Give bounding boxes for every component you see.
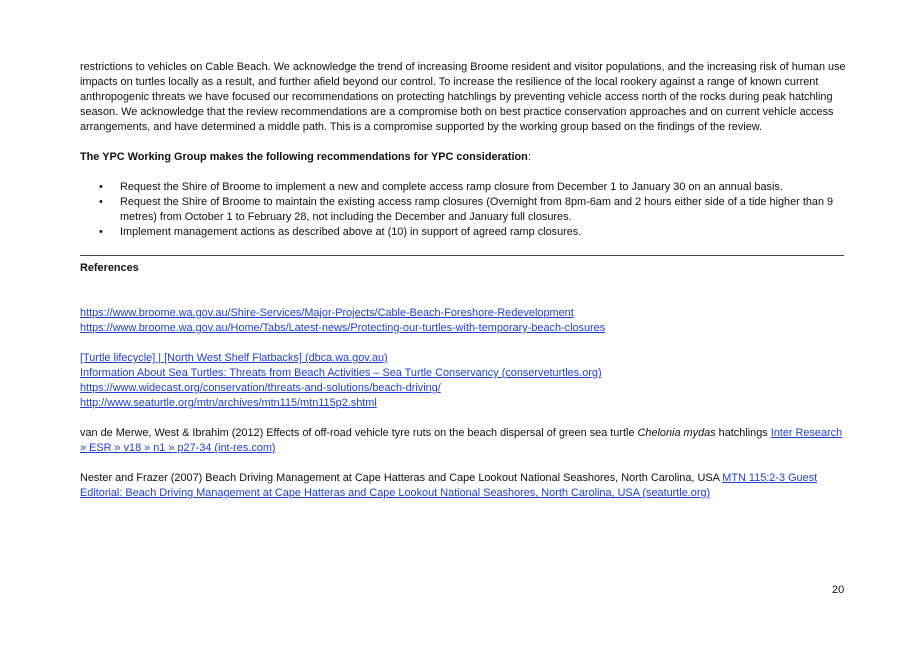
recommendation-item [80,180,846,195]
species-name: Chelonia mydas [637,427,716,439]
reference-merwe [80,426,846,456]
reference-text: Nester and Frazer (2007) Beach Driving Management at Cape Hatteras and Cape Lookout National Seashores, North Carolina, USA [80,472,723,484]
reference-link[interactable]: http://www.seaturtle.org/mtn/archives/mtn115/mtn115p2.shtml [80,397,377,409]
recommendations-heading [80,150,846,165]
section-divider [80,255,844,256]
recommendations-heading-colon: : [527,151,531,163]
reference-link[interactable]: MTN 115:2-3 Guest Editorial: Beach Driving Management at Cape Hatteras and Cape Lookout National Seashores, North Carolina, USA (seaturtle.org) [80,472,818,499]
bullet-icon: • [99,181,103,193]
bullet-icon: • [99,226,103,238]
reference-link[interactable]: https://www.widecast.org/conservation/threats-and-solutions/beach-driving/ [80,382,441,394]
reference-link-group [80,306,846,336]
recommendation-text: Request the Shire of Broome to maintain the existing access ramp closures (Overnight from 8pm-6am and 2 hours either side of a tide higher than 9 metres) from October 1 to February 28, not including the December and January full closures. [120,196,834,223]
recommendation-item [80,195,846,225]
reference-link[interactable]: https://www.broome.wa.gov.au/Shire-Services/Major-Projects/Cable-Beach-Foreshore-Redevelopment [80,307,574,319]
reference-link[interactable]: [Turtle lifecycle] | [North West Shelf Flatbacks] (dbca.wa.gov.au) [80,352,388,364]
page-content [80,60,846,516]
recommendation-text: Request the Shire of Broome to implement a new and complete access ramp closure from December 1 to January 30 on an annual basis. [120,181,783,193]
reference-text: hatchlings [715,427,771,439]
recommendation-text: Implement management actions as described above at (10) in support of agreed ramp closures. [120,226,582,238]
bullet-icon: • [99,196,103,208]
page-number: 20 [832,584,845,596]
references-title: References [80,262,139,274]
reference-nester [80,471,846,501]
recommendations-list [80,180,846,240]
reference-text: van de Merwe, West & Ibrahim (2012) Effects of off-road vehicle tyre ruts on the beach dispersal of green sea turtle [80,427,638,439]
reference-link[interactable]: Inter Research » ESR » v18 » n1 » p27-34 (int-res.com) [80,427,843,454]
recommendation-item [80,225,846,240]
reference-link[interactable]: Information About Sea Turtles: Threats from Beach Activities – Sea Turtle Conservancy (conserveturtles.org) [80,367,602,379]
reference-link-group [80,351,846,411]
reference-link[interactable]: https://www.broome.wa.gov.au/Home/Tabs/Latest-news/Protecting-our-turtles-with-temporary-beach-closures [80,322,606,334]
recommendations-heading-bold: The YPC Working Group makes the following recommendations for YPC consideration [80,151,528,163]
intro-paragraph: restrictions to vehicles on Cable Beach. We acknowledge the trend of increasing Broome resident and visitor populations, and the increasing risk of human use impacts on turtles locally as a result, and further afield beyond our control. To increase the resilience of the local rookery against a range of known current anthropogenic threats we have focused our recommendations on protecting hatchlings by preventing vehicle access north of the rocks during peak hatchling season. We acknowledge that the review recommendations are a compromise both on best practice conservation approaches and on current vehicle access arrangements, and have determined a middle path. This is a compromise supported by the working group based on the findings of the review. [80,61,846,133]
